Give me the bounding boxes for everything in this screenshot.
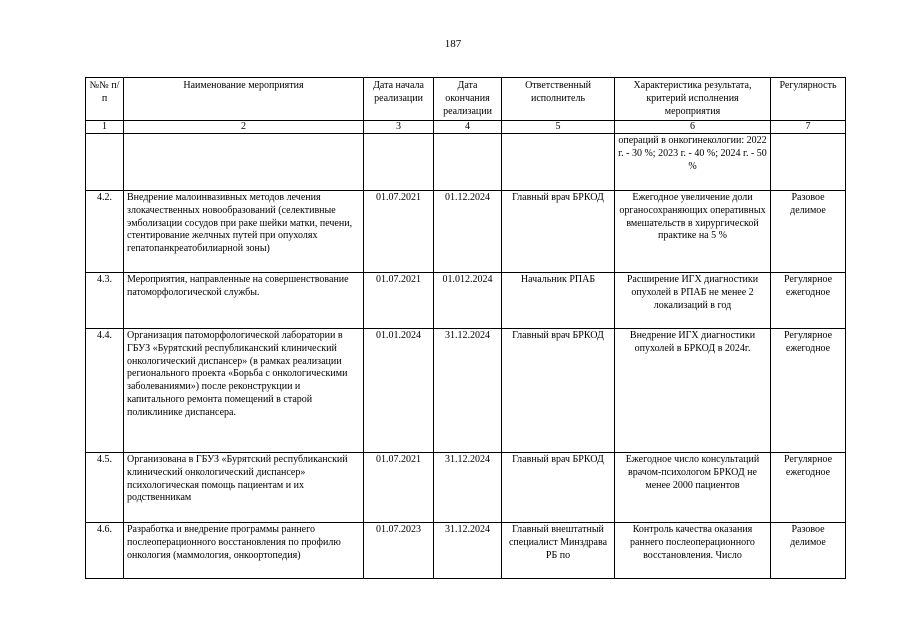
column-number-row — [86, 121, 846, 134]
responsible — [502, 134, 615, 191]
header-cell-start: Дата начала реализации — [364, 78, 434, 121]
start-date: 01.01.2024 — [364, 329, 434, 453]
responsible: Начальник РПАБ — [502, 273, 615, 329]
row-number: 4.5. — [86, 453, 124, 523]
responsible: Главный врач БРКОД — [502, 329, 615, 453]
start-date: 01.07.2021 — [364, 453, 434, 523]
start-date: 01.07.2021 — [364, 191, 434, 273]
start-date — [364, 134, 434, 191]
activities-table — [85, 77, 846, 579]
header-cell-regularity: Регулярность — [771, 78, 846, 121]
responsible: Главный внештатный специалист Минздрава РБ по — [502, 523, 615, 579]
column-number: 3 — [364, 121, 434, 134]
regularity: Разовое делимое — [771, 191, 846, 273]
table-row — [86, 523, 846, 579]
end-date — [434, 134, 502, 191]
column-number: 2 — [124, 121, 364, 134]
activity-name: Разработка и внедрение программы раннего послеоперационного восстановления по профилю онкология (маммология, онкоортопедия) — [124, 523, 364, 579]
table-row — [86, 453, 846, 523]
result: Расширение ИГХ диагностики опухолей в РПАБ не менее 2 локализаций в год — [615, 273, 771, 329]
table-row — [86, 273, 846, 329]
activity-name: Мероприятия, направленные на совершенствование патоморфологической службы. — [124, 273, 364, 329]
result: Внедрение ИГХ диагностики опухолей в БРКОД в 2024г. — [615, 329, 771, 453]
end-date: 31.12.2024 — [434, 523, 502, 579]
column-number: 5 — [502, 121, 615, 134]
regularity — [771, 134, 846, 191]
header-cell-end: Дата окончания реализации — [434, 78, 502, 121]
page-number: 187 — [444, 38, 462, 50]
column-number: 1 — [86, 121, 124, 134]
end-date: 01.012.2024 — [434, 273, 502, 329]
row-number — [86, 134, 124, 191]
header-row — [86, 78, 846, 121]
activity-name — [124, 134, 364, 191]
regularity: Разовое делимое — [771, 523, 846, 579]
start-date: 01.07.2021 — [364, 273, 434, 329]
row-number: 4.4. — [86, 329, 124, 453]
column-number: 6 — [615, 121, 771, 134]
result: Ежегодное увеличение доли органосохраняющих оперативных вмешательств в хирургической практике на 5 % — [615, 191, 771, 273]
activity-name: Организована в ГБУЗ «Бурятский республиканский клинический онкологический диспансер» психологическая помощь пациентам и их родственникам — [124, 453, 364, 523]
activity-name: Организация патоморфологической лаборатории в ГБУЗ «Бурятский республиканский клинический онкологический диспансер» (в рамках реализации регионального проекта «Борьба с онкологическими заболеваниями») после реконструкции и капитального ремонта помещений в старой поликлинике диспансера. — [124, 329, 364, 453]
header-cell-responsible: Ответственный исполнитель — [502, 78, 615, 121]
responsible: Главный врач БРКОД — [502, 453, 615, 523]
row-number: 4.6. — [86, 523, 124, 579]
activity-name: Внедрение малоинвазивных методов лечения злокачественных новообразований (селективные эмболизации сосудов при раке шейки матки, печени, стентирование желчных путей при опухолях гепатопанкреатобилиарной зоны) — [124, 191, 364, 273]
result: Контроль качества оказания раннего послеоперационного восстановления. Число — [615, 523, 771, 579]
header-cell-number: №№ п/п — [86, 78, 124, 121]
result: Ежегодное число консультаций врачом-психологом БРКОД не менее 2000 пациентов — [615, 453, 771, 523]
result: операций в онкогинекологии: 2022 г. - 30 %; 2023 г. - 40 %; 2024 г. - 50 % — [615, 134, 771, 191]
header-cell-result: Характеристика результата, критерий исполнения мероприятия — [615, 78, 771, 121]
responsible: Главный врач БРКОД — [502, 191, 615, 273]
table-row — [86, 191, 846, 273]
regularity: Регулярное ежегодное — [771, 453, 846, 523]
end-date: 01.12.2024 — [434, 191, 502, 273]
start-date: 01.07.2023 — [364, 523, 434, 579]
column-number: 7 — [771, 121, 846, 134]
row-number: 4.2. — [86, 191, 124, 273]
regularity: Регулярное ежегодное — [771, 329, 846, 453]
table-row — [86, 134, 846, 191]
header-cell-name: Наименование мероприятия — [124, 78, 364, 121]
table-row — [86, 329, 846, 453]
row-number: 4.3. — [86, 273, 124, 329]
end-date: 31.12.2024 — [434, 329, 502, 453]
regularity: Регулярное ежегодное — [771, 273, 846, 329]
column-number: 4 — [434, 121, 502, 134]
end-date: 31.12.2024 — [434, 453, 502, 523]
